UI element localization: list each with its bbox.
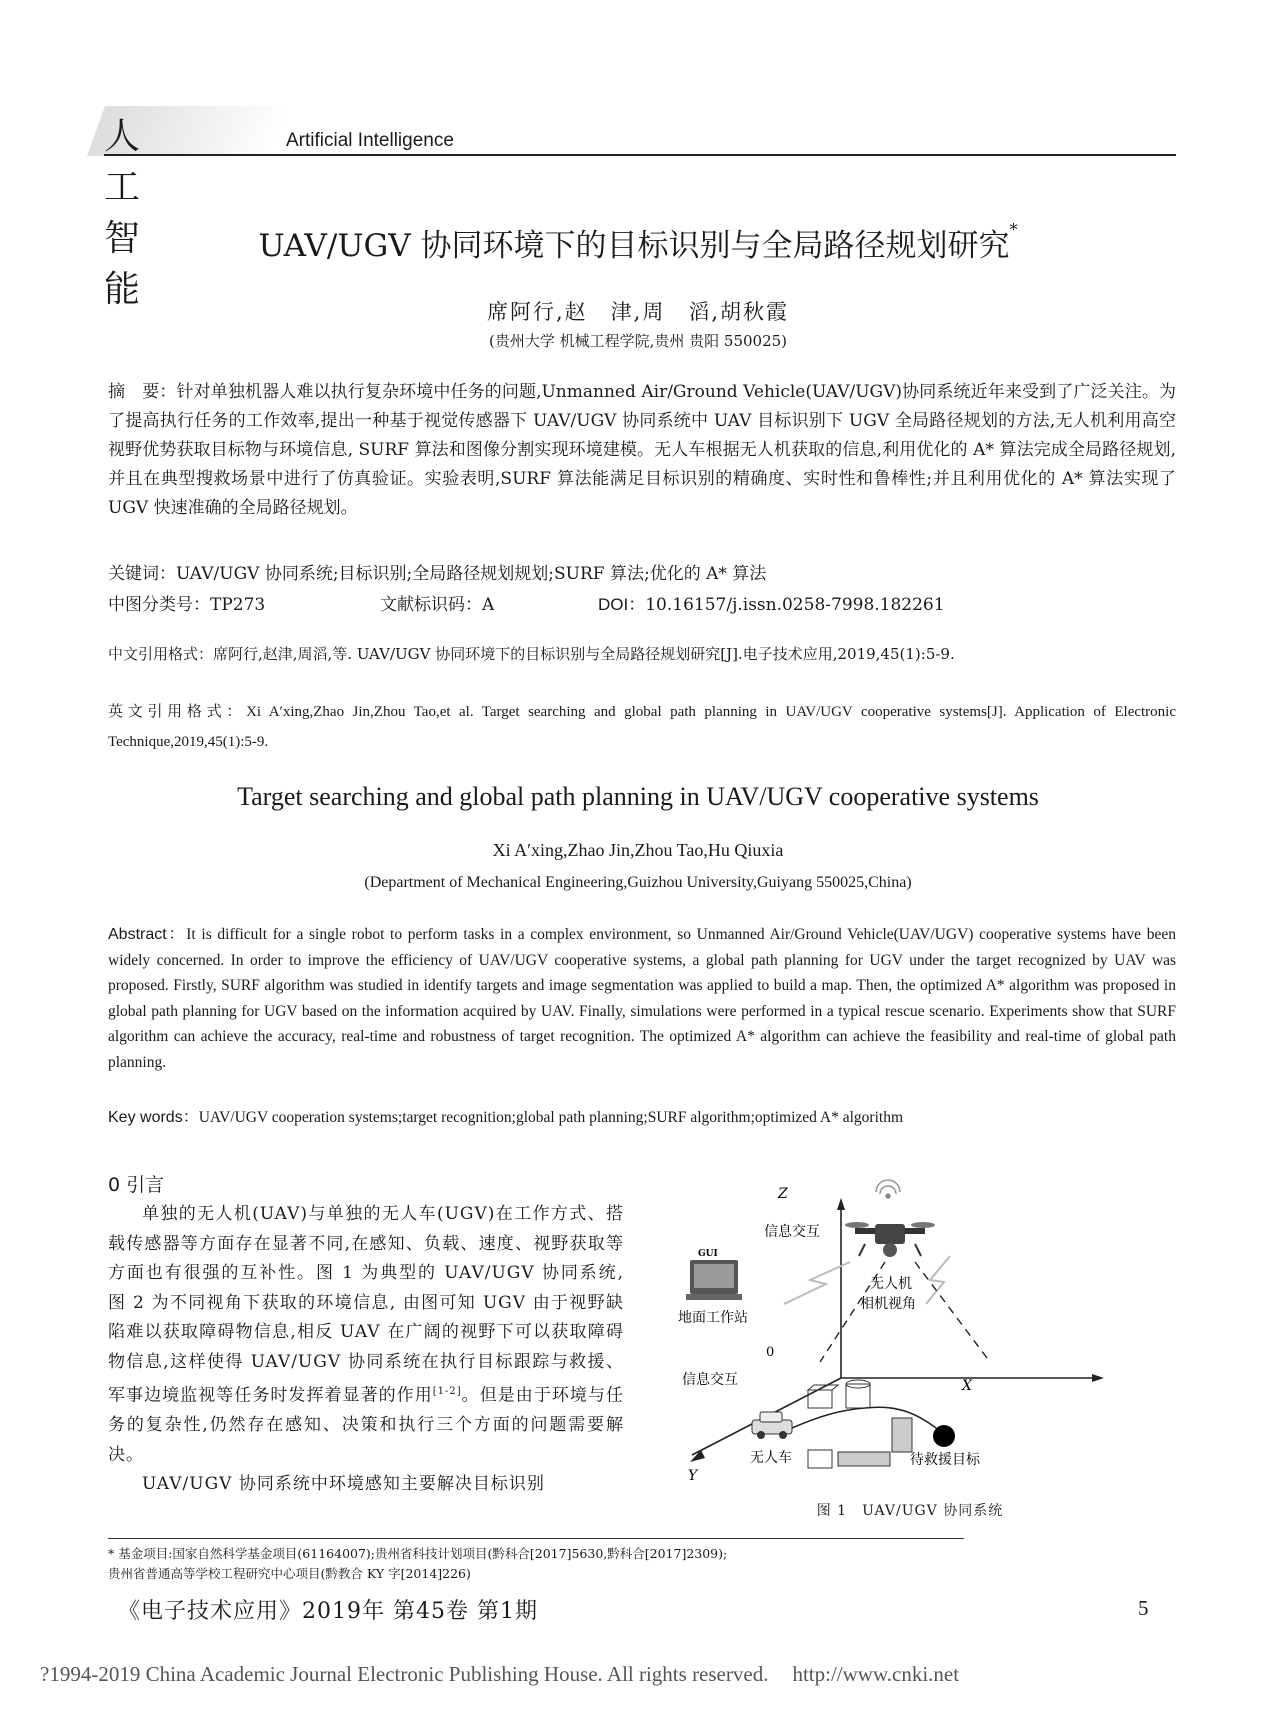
abstract-en-label: Abstract：: [108, 926, 187, 943]
authors-en: Xi A′xing,Zhao Jin,Zhou Tao,Hu Qiuxia: [492, 840, 784, 860]
authors-cn: 席阿行,赵 津,周 滔,胡秋霞: [486, 300, 790, 324]
clc-group: [108, 591, 380, 620]
intro-body: [108, 1200, 624, 1500]
axis-y-label: Y: [688, 1468, 698, 1484]
obstacle-flat-box-icon: [838, 1452, 890, 1466]
obstacle-cylinder-icon: [846, 1380, 870, 1408]
abstract-cn-text: 针对单独机器人难以执行复杂环境中任务的问题,Unmanned Air/Ground Vehicle(UAV/UGV)协同系统近年来受到了广泛关注。为了提高执行任务的工作效率,提出一种基于视觉传感器下 UAV/UGV 协同系统中 UAV 目标识别下 UGV 全局路径规划的方法,无人机利用高空视野优势获取目标物与环境信息, SURF 算法和图像分割实现环境建模。无人车根据无人机获取的信息,利用优化的 A* 算法完成全局路径规划,并且在典型搜救场景中进行了仿真验证。实验表明,SURF 算法能满足目标识别的精确度、实时性和鲁棒性;并且利用优化的 A* 算法实现了 UGV 快速准确的全局路径规划。: [108, 382, 1177, 518]
abstract-cn: [108, 378, 1176, 523]
doc-code-label: 文献标识码：: [380, 595, 482, 615]
cnki-link[interactable]: http://www.cnki.net: [792, 1662, 960, 1686]
figure-caption: 图 1 UAV/UGV 协同系统: [816, 1503, 1004, 1519]
planned-path: [792, 1407, 936, 1428]
keywords-en-label: Key words：: [108, 1109, 199, 1126]
citation-cn-label: 中文引用格式：: [108, 645, 214, 663]
keywords-cn-label: 关键词：: [108, 564, 176, 584]
doi-value: 10.16157/j.issn.0258-7998.182261: [645, 595, 945, 615]
doi-label: DOI：: [598, 595, 646, 614]
affiliation-en: (Department of Mechanical Engineering,Guizhou University,Guiyang 550025,China): [364, 874, 912, 891]
target-label: 待救援目标: [910, 1452, 980, 1468]
footnote-line-1: * 基金项目:国家自然科学基金项目(61164007);贵州省科技计划项目(黔科合[2017]5630,黔科合[2017]2309);: [108, 1546, 728, 1561]
affiliation-cn: (贵州大学 机械工程学院,贵州 贵阳 550025): [488, 332, 788, 350]
abstract-en: [108, 922, 1176, 1075]
origin-label: 0: [766, 1345, 775, 1360]
footnote: [108, 1544, 1176, 1584]
copyright-bar: [40, 1662, 983, 1687]
paper-title-text: UAV/UGV 协同环境下的目标识别与全局路径规划研究: [258, 228, 1010, 264]
section-title-en: Artificial Intelligence: [286, 130, 454, 151]
abstract-en-text: It is difficult for a single robot to perform tasks in a complex environment, so Unmanned Air/Ground Vehicle(UAV/UGV) cooperative systems have been widely concerned. In order to improve the efficiency of UAV/UGV cooperative systems, a global path planning for UGV under the target recognized by UAV was proposed. Firstly, SURF algorithm was studied in identify targets and image segmentation was applied to build a map. Then, the optimized A* algorithm was proposed in global path planning for UGV based on the information acquired by UAV. Finally, simulations were performed in a typical rescue scenario. Experiments show that SURF algorithm can achieve the accuracy, real-time and robustness of target recognition. The optimized A* algorithm can achieve the feasibility and real-time of global path planning.: [108, 926, 1176, 1071]
doc-code-group: [380, 591, 598, 620]
section-title-cn: 人工智能: [104, 116, 144, 310]
page-number: 5: [1138, 1596, 1149, 1620]
uav-drone-icon: [845, 1222, 935, 1257]
citation-cn: [108, 640, 1176, 669]
abstract-cn-label: 摘 要：: [108, 382, 177, 402]
obstacle-box-icon: [808, 1385, 838, 1408]
link-lightning-icon: [784, 1262, 850, 1304]
intro-p1-ref: [1-2]: [432, 1386, 462, 1397]
citation-en: [108, 697, 1176, 757]
citation-en-label: 英文引用格式：: [108, 702, 247, 720]
uav-view-label-1: 无人机: [870, 1276, 912, 1292]
info-exchange-left-label: 信息交互: [682, 1372, 738, 1388]
footnote-line-2: 贵州省普通高等学校工程研究中心项目(黔教合 KY 字[2014]226): [108, 1566, 471, 1581]
intro-p1-text-b: 。但是由于环境与任务的复杂性,仍然存在感知、决策和执行三个方面的问题需要解决。: [108, 1385, 625, 1465]
header-rule: [104, 154, 1176, 156]
intro-paragraph-1: [108, 1200, 624, 1470]
copyright-text: ?1994-2019 China Academic Journal Electronic Publishing House. All rights reserved.: [40, 1662, 769, 1686]
ground-station-icon: [686, 1260, 742, 1300]
ugv-label: 无人车: [750, 1450, 792, 1466]
doc-code-value: A: [482, 595, 495, 615]
rescue-target-icon: [933, 1425, 955, 1447]
intro-p1-text-a: 单独的无人机(UAV)与单独的无人车(UGV)在工作方式、搭载传感器等方面存在显著不同,在感知、负载、速度、视野获取等方面也有很强的互补性。图 1 为典型的 UAV/UGV 协同系统, 图 2 为不同视角下获取的环境信息, 由图可知 UGV 由于视野缺陷难以获取障碍物信息,相反 UAV 在广阔的视野下可以获取障碍物信息,这样使得 UAV/UGV 协同系统在执行目标跟踪与救援、军事边境监视等任务时发挥着显著的作用: [108, 1204, 624, 1406]
uav-view-label-2: 相机视角: [860, 1296, 916, 1312]
figure-1: [678, 1180, 1120, 1510]
journal-citation: 《电子技术应用》2019年 第45卷 第1期: [118, 1599, 538, 1624]
clc-label: 中图分类号：: [108, 595, 210, 615]
keywords-cn-text: UAV/UGV 协同系统;目标识别;全局路径规划规划;SURF 算法;优化的 A* 算法: [176, 564, 767, 584]
gui-label: GUI: [698, 1249, 718, 1259]
ground-station-label: 地面工作站: [678, 1310, 748, 1326]
info-exchange-top-label: 信息交互: [764, 1224, 820, 1240]
footnote-rule: [108, 1538, 964, 1539]
camera-view-right-edge: [915, 1262, 990, 1362]
obstacle-small-box-icon: [808, 1450, 832, 1468]
z-axis-arrow: [837, 1198, 845, 1210]
title-footnote-mark: *: [1009, 220, 1018, 239]
axis-x-label: X: [962, 1378, 972, 1394]
paper-title-cn: [0, 220, 1276, 265]
classification-line: [108, 590, 1176, 620]
x-axis-arrow: [1092, 1374, 1104, 1382]
keywords-en: [108, 1103, 1176, 1132]
intro-heading: 0 引言: [108, 1174, 165, 1196]
citation-cn-text: 席阿行,赵津,周滔,等. UAV/UGV 协同环境下的目标识别与全局路径规划研究[J].电子技术应用,2019,45(1):5-9.: [213, 645, 955, 663]
axis-z-label: Z: [778, 1186, 788, 1202]
ugv-car-icon: [752, 1412, 792, 1439]
link-lightning-icon: [926, 1256, 950, 1304]
doi-group: [598, 590, 945, 620]
keywords-en-text: UAV/UGV cooperation systems;target recognition;global path planning;SURF algorithm;optimized A* algorithm: [198, 1109, 904, 1126]
keywords-cn: [108, 560, 1176, 589]
figure-1-diagram: [678, 1180, 1120, 1510]
wifi-signal-icon: [876, 1180, 900, 1198]
intro-paragraph-2: UAV/UGV 协同系统中环境感知主要解决目标识别: [142, 1474, 545, 1495]
clc-value: TP273: [210, 595, 266, 615]
paper-title-en: Target searching and global path planning in UAV/UGV cooperative systems: [237, 782, 1039, 811]
obstacle-tall-box-icon: [892, 1418, 912, 1452]
citation-en-text: Xi A′xing,Zhao Jin,Zhou Tao,et al. Target searching and global path planning in UAV/UGV cooperative systems[J]. Application of Electronic Technique,2019,45(1):5-9.: [108, 704, 1176, 750]
camera-view-left-edge: [820, 1262, 885, 1362]
